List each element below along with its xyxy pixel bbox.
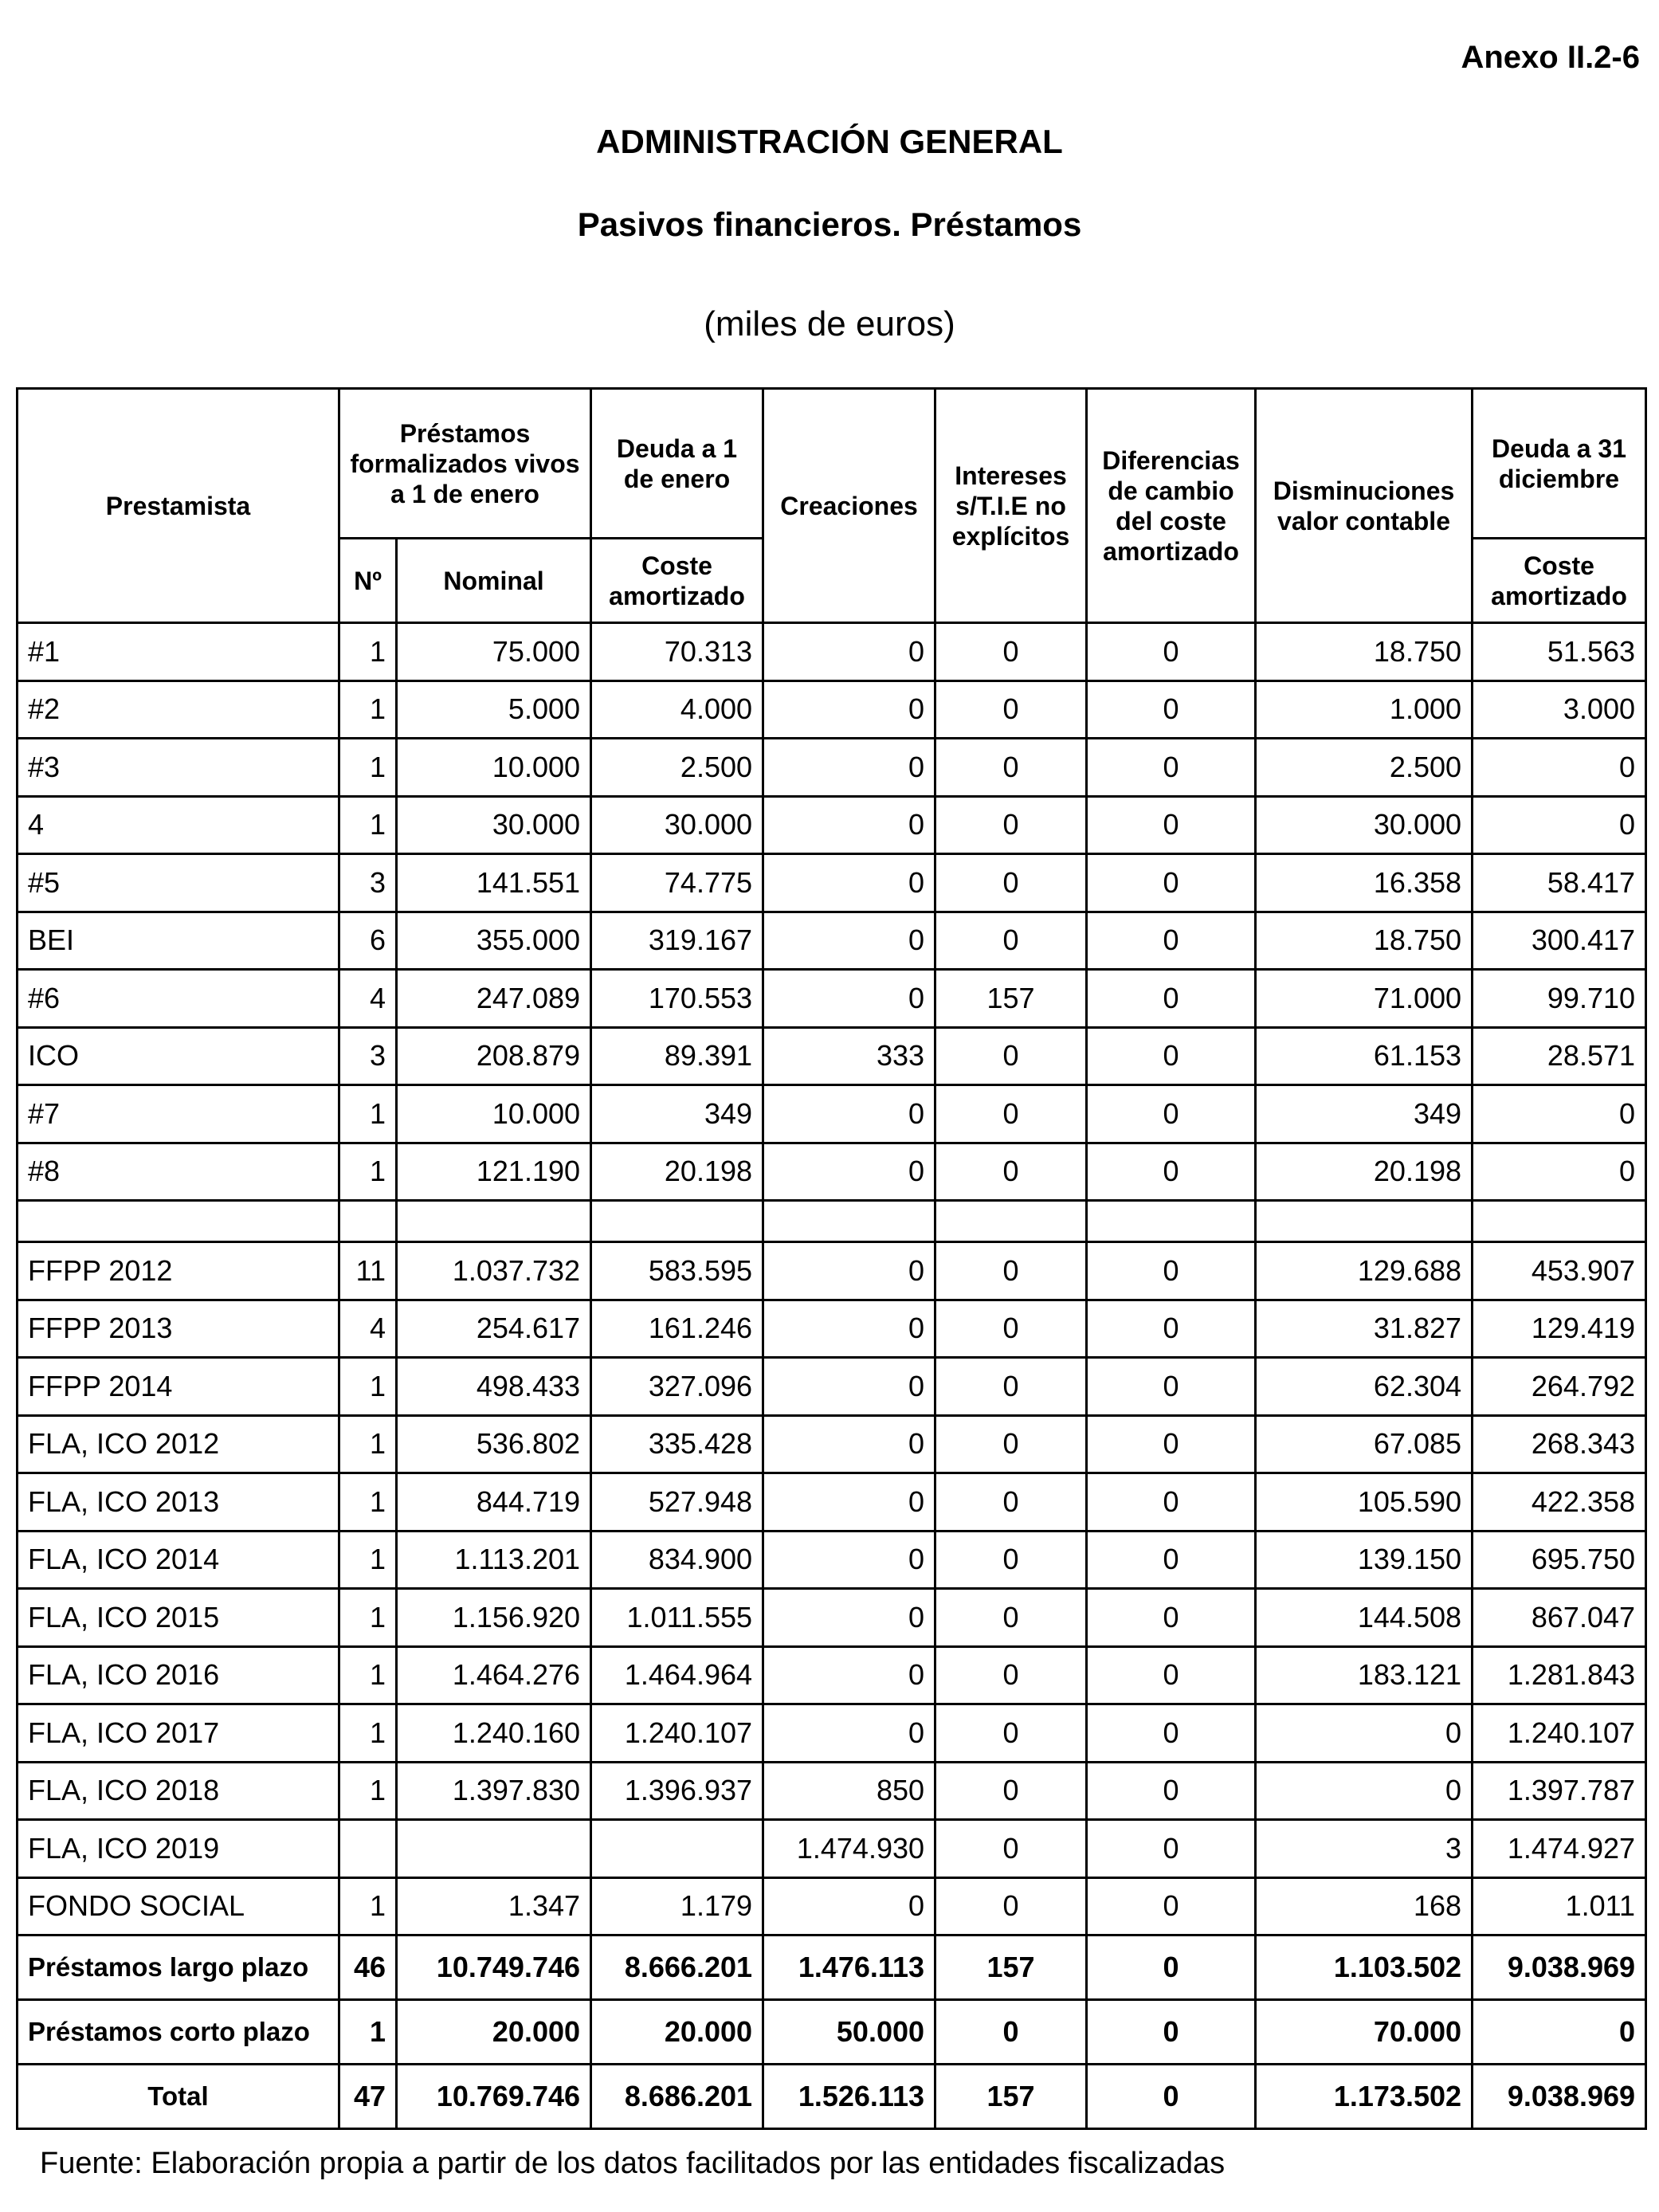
table-row xyxy=(18,796,1646,854)
cell-lender: 4 xyxy=(18,796,339,854)
source-note: Fuente: Elaboración propia a partir de los datos facilitados por las entidades fiscalizadas xyxy=(40,2147,1226,2180)
cell-debt-end: 268.343 xyxy=(1473,1415,1646,1473)
table-row xyxy=(18,1143,1646,1201)
cell-debt-start: 2.500 xyxy=(591,739,763,797)
cell-debt-start: 1.240.107 xyxy=(591,1704,763,1763)
cell-number: 1 xyxy=(339,1877,397,1936)
cell-creations: 0 xyxy=(763,680,935,739)
cell-nominal: 1.397.830 xyxy=(397,1762,591,1820)
cell-interest: 0 xyxy=(935,739,1087,797)
table-row xyxy=(18,1242,1646,1300)
cell-fx-diff: 0 xyxy=(1087,1877,1256,1936)
header-number: Nº xyxy=(339,539,397,623)
cell-fx-diff: 0 xyxy=(1087,1762,1256,1820)
cell-fx-diff: 0 xyxy=(1087,1300,1256,1358)
cell-debt-end: 129.419 xyxy=(1473,1300,1646,1358)
cell-debt-end: 1.011 xyxy=(1473,1877,1646,1936)
cell-debt-start: 349 xyxy=(591,1085,763,1143)
cell-debt-start: 4.000 xyxy=(591,680,763,739)
cell-debt-end: 867.047 xyxy=(1473,1589,1646,1647)
cell-number: 1 xyxy=(339,1358,397,1416)
cell-number: 1 xyxy=(339,1646,397,1704)
cell-nominal: 75.000 xyxy=(397,623,591,681)
cell-decreases: 129.688 xyxy=(1256,1242,1473,1300)
cell-nominal: 844.719 xyxy=(397,1473,591,1532)
cell-decreases: 0 xyxy=(1256,1704,1473,1763)
cell-fx-diff: 0 xyxy=(1087,1531,1256,1589)
cell-lender: FLA, ICO 2016 xyxy=(18,1646,339,1704)
cell-fx-diff: 0 xyxy=(1087,1589,1256,1647)
cell-creations: 0 xyxy=(763,1704,935,1763)
cell-decreases: 2.500 xyxy=(1256,739,1473,797)
cell-debt-end: 1.240.107 xyxy=(1473,1704,1646,1763)
units-note: (miles de euros) xyxy=(704,304,955,343)
cell-decreases: 183.121 xyxy=(1256,1646,1473,1704)
cell-fx-diff: 0 xyxy=(1087,1936,1256,2000)
table-row xyxy=(18,1531,1646,1589)
cell-lender: #6 xyxy=(18,970,339,1028)
cell-lender: Total xyxy=(18,2065,339,2129)
cell-debt-end: 0 xyxy=(1473,796,1646,854)
cell-interest: 0 xyxy=(935,2000,1087,2065)
cell-lender: FLA, ICO 2015 xyxy=(18,1589,339,1647)
cell-nominal: 208.879 xyxy=(397,1027,591,1085)
cell-debt-end: 422.358 xyxy=(1473,1473,1646,1532)
cell-fx-diff: 0 xyxy=(1087,1415,1256,1473)
header-nominal: Nominal xyxy=(397,539,591,623)
cell-creations: 0 xyxy=(763,1085,935,1143)
cell-debt-start: 20.198 xyxy=(591,1143,763,1201)
cell-fx-diff: 0 xyxy=(1087,1085,1256,1143)
cell-interest: 0 xyxy=(935,680,1087,739)
cell-lender: #3 xyxy=(18,739,339,797)
cell-number: 1 xyxy=(339,2000,397,2065)
cell-decreases: 67.085 xyxy=(1256,1415,1473,1473)
empty-row xyxy=(18,1201,1646,1242)
annex-label: Anexo II.2-6 xyxy=(1461,40,1640,75)
cell-debt-start: 161.246 xyxy=(591,1300,763,1358)
cell-creations: 0 xyxy=(763,1242,935,1300)
table-row xyxy=(18,970,1646,1028)
cell-debt-start: 74.775 xyxy=(591,854,763,912)
cell-debt-start: 1.396.937 xyxy=(591,1762,763,1820)
cell-number: 1 xyxy=(339,1531,397,1589)
cell-nominal: 1.464.276 xyxy=(397,1646,591,1704)
cell-nominal: 355.000 xyxy=(397,912,591,970)
cell-decreases: 168 xyxy=(1256,1877,1473,1936)
cell-decreases: 62.304 xyxy=(1256,1358,1473,1416)
cell-interest: 0 xyxy=(935,1085,1087,1143)
cell-lender: FLA, ICO 2019 xyxy=(18,1820,339,1878)
cell-number: 1 xyxy=(339,796,397,854)
cell-nominal: 1.113.201 xyxy=(397,1531,591,1589)
cell-decreases: 349 xyxy=(1256,1085,1473,1143)
cell-creations: 0 xyxy=(763,1531,935,1589)
cell-number: 4 xyxy=(339,970,397,1028)
cell-debt-end: 99.710 xyxy=(1473,970,1646,1028)
cell-interest: 157 xyxy=(935,2065,1087,2129)
table-row xyxy=(18,739,1646,797)
page-subtitle: Pasivos financieros. Préstamos xyxy=(577,206,1082,243)
cell-nominal: 20.000 xyxy=(397,2000,591,2065)
cell-lender: Préstamos corto plazo xyxy=(18,2000,339,2065)
page-title: ADMINISTRACIÓN GENERAL xyxy=(596,123,1063,160)
table-row xyxy=(18,1762,1646,1820)
cell-nominal xyxy=(397,1820,591,1878)
cell-interest: 0 xyxy=(935,1415,1087,1473)
table-row xyxy=(18,1704,1646,1763)
cell-nominal: 254.617 xyxy=(397,1300,591,1358)
cell-creations: 0 xyxy=(763,854,935,912)
cell-interest: 0 xyxy=(935,1820,1087,1878)
cell-number: 1 xyxy=(339,1143,397,1201)
cell-debt-end: 9.038.969 xyxy=(1473,2065,1646,2129)
table-body-funds xyxy=(18,1242,1646,1936)
cell-number: 1 xyxy=(339,739,397,797)
cell-number: 1 xyxy=(339,1589,397,1647)
cell-lender: FFPP 2013 xyxy=(18,1300,339,1358)
cell-nominal: 10.749.746 xyxy=(397,1936,591,2000)
table-row xyxy=(18,1300,1646,1358)
cell-interest: 0 xyxy=(935,623,1087,681)
header-lender: Prestamista xyxy=(18,389,339,623)
cell-creations: 50.000 xyxy=(763,2000,935,2065)
cell-debt-start xyxy=(591,1820,763,1878)
cell-creations: 850 xyxy=(763,1762,935,1820)
cell-nominal: 30.000 xyxy=(397,796,591,854)
cell-debt-end: 9.038.969 xyxy=(1473,1936,1646,2000)
cell-debt-start: 319.167 xyxy=(591,912,763,970)
cell-nominal: 536.802 xyxy=(397,1415,591,1473)
cell-debt-end: 3.000 xyxy=(1473,680,1646,739)
cell-fx-diff: 0 xyxy=(1087,623,1256,681)
cell-creations: 0 xyxy=(763,1300,935,1358)
cell-creations: 0 xyxy=(763,1415,935,1473)
cell-number: 3 xyxy=(339,1027,397,1085)
cell-creations: 0 xyxy=(763,1646,935,1704)
table-row xyxy=(18,623,1646,681)
cell-creations: 0 xyxy=(763,623,935,681)
loans-table xyxy=(16,387,1647,2130)
cell-debt-start: 1.179 xyxy=(591,1877,763,1936)
cell-nominal: 247.089 xyxy=(397,970,591,1028)
cell-debt-start: 335.428 xyxy=(591,1415,763,1473)
cell-decreases: 105.590 xyxy=(1256,1473,1473,1532)
cell-fx-diff: 0 xyxy=(1087,1242,1256,1300)
table-row xyxy=(18,1085,1646,1143)
cell-creations: 0 xyxy=(763,739,935,797)
cell-fx-diff: 0 xyxy=(1087,1473,1256,1532)
cell-decreases: 61.153 xyxy=(1256,1027,1473,1085)
cell-interest: 0 xyxy=(935,854,1087,912)
cell-fx-diff: 0 xyxy=(1087,912,1256,970)
cell-lender: #8 xyxy=(18,1143,339,1201)
cell-interest: 0 xyxy=(935,796,1087,854)
cell-creations: 1.476.113 xyxy=(763,1936,935,2000)
cell-interest: 0 xyxy=(935,1646,1087,1704)
cell-nominal: 1.347 xyxy=(397,1877,591,1936)
cell-debt-start: 1.464.964 xyxy=(591,1646,763,1704)
cell-fx-diff: 0 xyxy=(1087,1358,1256,1416)
cell-debt-start: 327.096 xyxy=(591,1358,763,1416)
cell-interest: 157 xyxy=(935,1936,1087,2000)
cell-debt-start: 20.000 xyxy=(591,2000,763,2065)
cell-decreases: 18.750 xyxy=(1256,623,1473,681)
cell-lender: #1 xyxy=(18,623,339,681)
cell-debt-start: 70.313 xyxy=(591,623,763,681)
summary-row xyxy=(18,1936,1646,2000)
cell-debt-end: 51.563 xyxy=(1473,623,1646,681)
cell-debt-start: 8.666.201 xyxy=(591,1936,763,2000)
cell-fx-diff: 0 xyxy=(1087,854,1256,912)
cell-decreases: 18.750 xyxy=(1256,912,1473,970)
cell-nominal: 5.000 xyxy=(397,680,591,739)
table-body-lenders xyxy=(18,623,1646,1201)
cell-fx-diff: 0 xyxy=(1087,2000,1256,2065)
cell-fx-diff: 0 xyxy=(1087,796,1256,854)
cell-number: 1 xyxy=(339,680,397,739)
cell-lender: #2 xyxy=(18,680,339,739)
cell-lender: FFPP 2012 xyxy=(18,1242,339,1300)
cell-nominal: 10.000 xyxy=(397,739,591,797)
header-debt-start-sub: Coste amortizado xyxy=(591,539,763,623)
cell-nominal: 141.551 xyxy=(397,854,591,912)
cell-debt-start: 30.000 xyxy=(591,796,763,854)
cell-decreases: 139.150 xyxy=(1256,1531,1473,1589)
cell-lender: FLA, ICO 2013 xyxy=(18,1473,339,1532)
cell-interest: 0 xyxy=(935,1531,1087,1589)
cell-debt-end: 58.417 xyxy=(1473,854,1646,912)
cell-lender: FLA, ICO 2012 xyxy=(18,1415,339,1473)
cell-debt-end: 28.571 xyxy=(1473,1027,1646,1085)
table-row xyxy=(18,1027,1646,1085)
cell-decreases: 0 xyxy=(1256,1762,1473,1820)
table-row xyxy=(18,912,1646,970)
table-row xyxy=(18,1473,1646,1532)
cell-lender: FLA, ICO 2014 xyxy=(18,1531,339,1589)
cell-interest: 0 xyxy=(935,1242,1087,1300)
cell-lender: FONDO SOCIAL xyxy=(18,1877,339,1936)
cell-decreases: 3 xyxy=(1256,1820,1473,1878)
cell-debt-end: 300.417 xyxy=(1473,912,1646,970)
cell-number: 1 xyxy=(339,1762,397,1820)
cell-creations: 0 xyxy=(763,970,935,1028)
cell-nominal: 498.433 xyxy=(397,1358,591,1416)
cell-interest: 157 xyxy=(935,970,1087,1028)
cell-decreases: 30.000 xyxy=(1256,796,1473,854)
cell-creations: 0 xyxy=(763,1358,935,1416)
cell-lender: ICO xyxy=(18,1027,339,1085)
cell-debt-end: 264.792 xyxy=(1473,1358,1646,1416)
cell-lender: #7 xyxy=(18,1085,339,1143)
cell-nominal: 1.156.920 xyxy=(397,1589,591,1647)
cell-debt-start: 8.686.201 xyxy=(591,2065,763,2129)
header-interest: Intereses s/T.I.E no explícitos xyxy=(935,389,1087,623)
cell-number: 4 xyxy=(339,1300,397,1358)
cell-interest: 0 xyxy=(935,1877,1087,1936)
table-header xyxy=(18,389,1646,623)
cell-nominal: 1.037.732 xyxy=(397,1242,591,1300)
cell-lender: FLA, ICO 2018 xyxy=(18,1762,339,1820)
cell-creations: 333 xyxy=(763,1027,935,1085)
cell-fx-diff: 0 xyxy=(1087,2065,1256,2129)
cell-number: 1 xyxy=(339,1704,397,1763)
cell-debt-end: 695.750 xyxy=(1473,1531,1646,1589)
cell-number: 47 xyxy=(339,2065,397,2129)
header-debt-end: Deuda a 31 diciembre xyxy=(1473,389,1646,539)
header-decreases: Disminuciones valor contable xyxy=(1256,389,1473,623)
cell-debt-end: 1.474.927 xyxy=(1473,1820,1646,1878)
cell-nominal: 121.190 xyxy=(397,1143,591,1201)
cell-debt-start: 834.900 xyxy=(591,1531,763,1589)
total-row xyxy=(18,2065,1646,2129)
table-row xyxy=(18,1646,1646,1704)
cell-lender: BEI xyxy=(18,912,339,970)
cell-creations: 0 xyxy=(763,1877,935,1936)
table-row xyxy=(18,1415,1646,1473)
cell-debt-end: 453.907 xyxy=(1473,1242,1646,1300)
cell-creations: 0 xyxy=(763,1589,935,1647)
cell-nominal: 10.000 xyxy=(397,1085,591,1143)
cell-number xyxy=(339,1820,397,1878)
table-row xyxy=(18,1358,1646,1416)
header-debt-start: Deuda a 1 de enero xyxy=(591,389,763,539)
cell-nominal: 10.769.746 xyxy=(397,2065,591,2129)
cell-debt-end: 0 xyxy=(1473,1143,1646,1201)
cell-fx-diff: 0 xyxy=(1087,970,1256,1028)
cell-creations: 1.526.113 xyxy=(763,2065,935,2129)
cell-creations: 0 xyxy=(763,1143,935,1201)
cell-number: 1 xyxy=(339,1473,397,1532)
cell-decreases: 1.103.502 xyxy=(1256,1936,1473,2000)
table-row xyxy=(18,854,1646,912)
table-row xyxy=(18,1589,1646,1647)
cell-number: 11 xyxy=(339,1242,397,1300)
cell-fx-diff: 0 xyxy=(1087,1704,1256,1763)
cell-fx-diff: 0 xyxy=(1087,1646,1256,1704)
cell-decreases: 70.000 xyxy=(1256,2000,1473,2065)
cell-number: 3 xyxy=(339,854,397,912)
cell-creations: 0 xyxy=(763,1473,935,1532)
cell-debt-start: 583.595 xyxy=(591,1242,763,1300)
cell-debt-end: 1.397.787 xyxy=(1473,1762,1646,1820)
header-creations: Creaciones xyxy=(763,389,935,623)
cell-fx-diff: 0 xyxy=(1087,680,1256,739)
cell-number: 46 xyxy=(339,1936,397,2000)
cell-number: 6 xyxy=(339,912,397,970)
table-body-summary xyxy=(18,1936,1646,2129)
cell-fx-diff: 0 xyxy=(1087,1143,1256,1201)
cell-lender: Préstamos largo plazo xyxy=(18,1936,339,2000)
cell-interest: 0 xyxy=(935,1358,1087,1416)
cell-debt-start: 527.948 xyxy=(591,1473,763,1532)
cell-number: 1 xyxy=(339,623,397,681)
cell-interest: 0 xyxy=(935,1300,1087,1358)
cell-fx-diff: 0 xyxy=(1087,1820,1256,1878)
cell-debt-start: 170.553 xyxy=(591,970,763,1028)
header-fx-diff: Diferencias de cambio del coste amortizado xyxy=(1087,389,1256,623)
cell-nominal: 1.240.160 xyxy=(397,1704,591,1763)
cell-interest: 0 xyxy=(935,1143,1087,1201)
table-spacer xyxy=(18,1201,1646,1242)
cell-fx-diff: 0 xyxy=(1087,739,1256,797)
cell-interest: 0 xyxy=(935,1762,1087,1820)
cell-decreases: 16.358 xyxy=(1256,854,1473,912)
cell-debt-end: 0 xyxy=(1473,1085,1646,1143)
cell-interest: 0 xyxy=(935,1473,1087,1532)
header-loans-group: Préstamos formalizados vivos a 1 de enero xyxy=(339,389,591,539)
cell-debt-start: 89.391 xyxy=(591,1027,763,1085)
cell-debt-end: 0 xyxy=(1473,739,1646,797)
cell-creations: 0 xyxy=(763,912,935,970)
header-debt-end-sub: Coste amortizado xyxy=(1473,539,1646,623)
cell-creations: 1.474.930 xyxy=(763,1820,935,1878)
cell-debt-start: 1.011.555 xyxy=(591,1589,763,1647)
cell-decreases: 31.827 xyxy=(1256,1300,1473,1358)
cell-decreases: 20.198 xyxy=(1256,1143,1473,1201)
summary-row xyxy=(18,2000,1646,2065)
cell-debt-end: 0 xyxy=(1473,2000,1646,2065)
cell-interest: 0 xyxy=(935,912,1087,970)
table-row xyxy=(18,1877,1646,1936)
cell-interest: 0 xyxy=(935,1704,1087,1763)
cell-interest: 0 xyxy=(935,1027,1087,1085)
cell-decreases: 144.508 xyxy=(1256,1589,1473,1647)
cell-number: 1 xyxy=(339,1415,397,1473)
cell-decreases: 1.000 xyxy=(1256,680,1473,739)
cell-number: 1 xyxy=(339,1085,397,1143)
cell-debt-end: 1.281.843 xyxy=(1473,1646,1646,1704)
cell-lender: FLA, ICO 2017 xyxy=(18,1704,339,1763)
cell-fx-diff: 0 xyxy=(1087,1027,1256,1085)
cell-lender: #5 xyxy=(18,854,339,912)
table-row xyxy=(18,680,1646,739)
cell-lender: FFPP 2014 xyxy=(18,1358,339,1416)
cell-interest: 0 xyxy=(935,1589,1087,1647)
cell-decreases: 71.000 xyxy=(1256,970,1473,1028)
cell-creations: 0 xyxy=(763,796,935,854)
cell-decreases: 1.173.502 xyxy=(1256,2065,1473,2129)
table-row xyxy=(18,1820,1646,1878)
